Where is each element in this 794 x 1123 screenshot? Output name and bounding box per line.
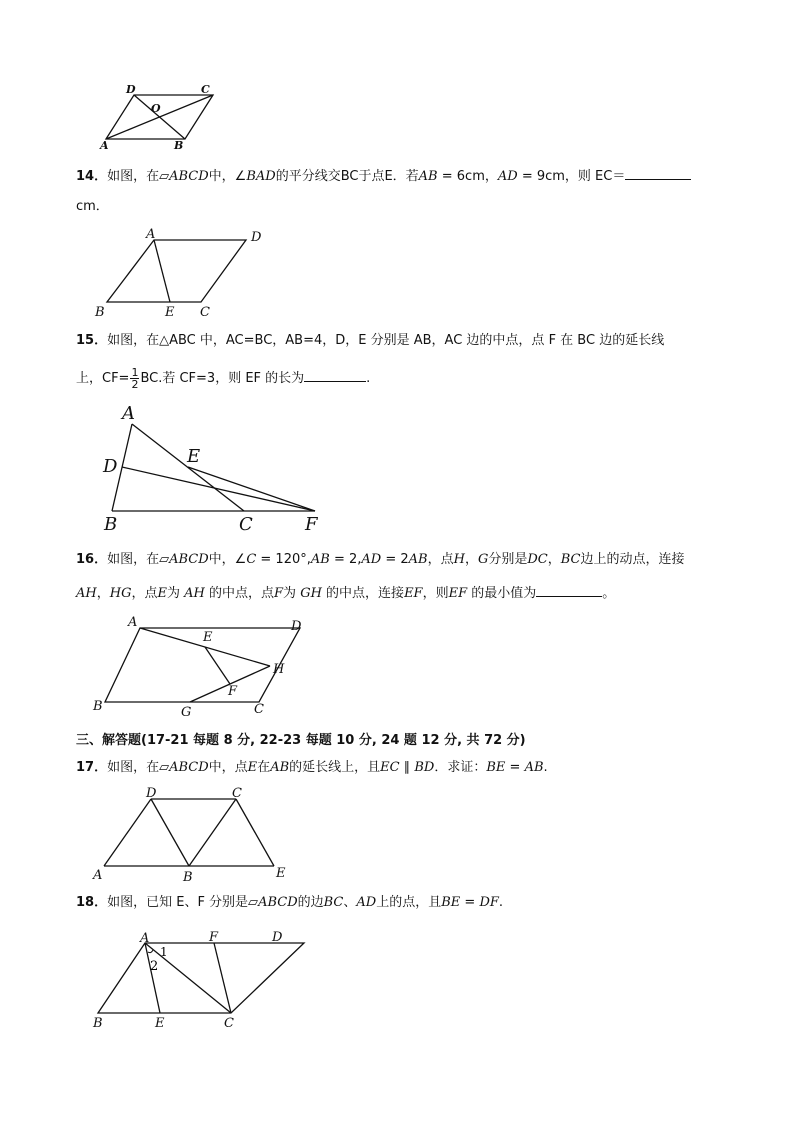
fraction-denominator: 2 bbox=[131, 378, 139, 391]
label-b: B bbox=[183, 870, 193, 885]
q16-text: 分别是 bbox=[488, 552, 528, 567]
label-b: B bbox=[93, 699, 103, 714]
q14-number: 14． bbox=[76, 169, 108, 184]
q16-text: 边上的动点，连接 bbox=[580, 552, 685, 567]
q14-line2: cm． bbox=[76, 199, 109, 214]
q16-var: DC bbox=[527, 552, 548, 567]
q16-number: 16． bbox=[76, 552, 108, 567]
q17-number: 17． bbox=[76, 760, 108, 775]
label-c: C bbox=[239, 514, 253, 535]
section-heading: 三、解答题(17-21 每题 8 分, 22-23 每题 10 分, 24 题 12 分, 共 72 分) bbox=[76, 733, 526, 748]
q18-var: DF bbox=[479, 895, 499, 910]
q17-var: EC bbox=[380, 760, 400, 775]
q16-text: 的中点，点 bbox=[204, 586, 275, 601]
q14-var: AD bbox=[497, 169, 518, 184]
q14-text: = 9cm，则 EC＝ bbox=[517, 169, 626, 184]
angle-label-1: 1 bbox=[160, 945, 168, 959]
q16-var: EF bbox=[448, 586, 468, 601]
q16-text: ， bbox=[464, 552, 478, 567]
label-a: A bbox=[93, 868, 103, 883]
q16-text: ，则 bbox=[422, 586, 449, 601]
label-f: F bbox=[209, 930, 219, 945]
angle-arc bbox=[148, 950, 153, 953]
q17-var: E bbox=[247, 760, 258, 775]
label-a: A bbox=[128, 615, 138, 630]
q14-text: 的平分线交BC于点E．若 bbox=[275, 169, 419, 184]
q17-var: BE bbox=[486, 760, 506, 775]
label-f: F bbox=[305, 514, 318, 535]
q14-var: BAD bbox=[246, 169, 276, 184]
label-d: D bbox=[272, 930, 283, 945]
label-a: A bbox=[122, 403, 135, 424]
label-o: O bbox=[151, 102, 161, 115]
q18-var: BC bbox=[323, 895, 344, 910]
q16-text: 的最小值为 bbox=[467, 586, 537, 601]
label-e: E bbox=[276, 866, 286, 881]
q16-text: = 120°, bbox=[256, 552, 311, 567]
q17-var: ABCD bbox=[169, 760, 209, 775]
q16-text: ，点 bbox=[427, 552, 454, 567]
q18-text: 上的点，且 bbox=[376, 895, 442, 910]
q16-var: F bbox=[274, 586, 284, 601]
q17-text: . bbox=[543, 760, 548, 775]
q18-text: . bbox=[498, 895, 504, 910]
q16-text: 的中点，连接 bbox=[321, 586, 405, 601]
q16-var: AD bbox=[361, 552, 382, 567]
q16-var: AH bbox=[184, 586, 205, 601]
label-b: B bbox=[104, 514, 118, 535]
q16-var: EF bbox=[404, 586, 423, 601]
q14-text: 中，∠ bbox=[208, 169, 247, 184]
label-c: C bbox=[254, 702, 264, 717]
label-b: B bbox=[93, 1016, 103, 1031]
label-e: E bbox=[203, 630, 213, 645]
q17-text: 的延长线上，且 bbox=[289, 760, 381, 775]
label-b: B bbox=[95, 305, 105, 320]
q16-var: C bbox=[246, 552, 257, 567]
q18-number: 18． bbox=[76, 895, 108, 910]
q16-var: ABCD bbox=[169, 552, 209, 567]
label-d: D bbox=[146, 786, 157, 801]
q15-text: 上，CF= bbox=[76, 371, 130, 386]
q17-text: ∥ bbox=[399, 760, 415, 775]
q14-text: = 6cm， bbox=[437, 169, 498, 184]
q16-text: 中，∠ bbox=[208, 552, 247, 567]
q18-var: BE bbox=[441, 895, 461, 910]
fraction-numerator: 1 bbox=[131, 366, 139, 379]
q18-text: 如图，已知 E、F 分别是▱ bbox=[107, 895, 259, 910]
q17-text: ．求证： bbox=[434, 760, 487, 775]
q17-var: AB bbox=[524, 760, 544, 775]
q16-var: H bbox=[453, 552, 465, 567]
label-a: A bbox=[100, 139, 109, 152]
label-a: A bbox=[140, 931, 150, 946]
q16-text: 为 bbox=[167, 586, 185, 601]
label-e: E bbox=[155, 1016, 165, 1031]
q14-text: 如图，在▱ bbox=[107, 169, 170, 184]
q16-var: AB bbox=[408, 552, 428, 567]
q16-text: = 2 bbox=[381, 552, 409, 567]
label-c: C bbox=[200, 305, 210, 320]
label-e: E bbox=[187, 446, 201, 467]
label-h: H bbox=[273, 662, 285, 677]
label-d: D bbox=[291, 619, 302, 634]
q14-var: AB bbox=[418, 169, 438, 184]
label-d: D bbox=[251, 230, 262, 245]
q15-text: 如图，在△ABC 中，AC=BC，AB=4，D，E 分别是 AB，AC 边的中点，点 F 在 BC 边的延长线 bbox=[107, 333, 665, 348]
q17-var: BD bbox=[414, 760, 435, 775]
q14-var: ABCD bbox=[169, 169, 209, 184]
q16-text: 。 bbox=[602, 586, 616, 601]
q16-var: BC bbox=[560, 552, 581, 567]
label-a: A bbox=[146, 227, 156, 242]
q16-var: AB bbox=[310, 552, 330, 567]
q16-var: G bbox=[477, 552, 489, 567]
label-c: C bbox=[232, 786, 242, 801]
q16-text: = 2, bbox=[329, 552, 362, 567]
q15-text: BC.若 CF=3，则 EF 的长为 bbox=[140, 371, 305, 386]
q15-text: . bbox=[366, 371, 371, 386]
q16-text: 为 bbox=[283, 586, 301, 601]
q16-text: ， bbox=[96, 586, 110, 601]
label-e: E bbox=[165, 305, 175, 320]
parallelogram-abcd bbox=[98, 943, 304, 1013]
q16-var: HG bbox=[109, 586, 132, 601]
q15-number: 15． bbox=[76, 333, 108, 348]
q18-text: 、 bbox=[343, 895, 357, 910]
label-d: D bbox=[103, 456, 118, 477]
q17-text: 在 bbox=[257, 760, 271, 775]
q17-text: = bbox=[505, 760, 525, 775]
label-g: G bbox=[181, 705, 192, 720]
label-f: F bbox=[228, 684, 238, 699]
q16-var: GH bbox=[300, 586, 322, 601]
q17-text: 中，点 bbox=[208, 760, 248, 775]
q16-text: 如图，在▱ bbox=[107, 552, 170, 567]
segment-fc bbox=[214, 943, 231, 1013]
q17-var: AB bbox=[270, 760, 290, 775]
q16-var: AH bbox=[76, 586, 97, 601]
label-c: C bbox=[224, 1016, 234, 1031]
label-b: B bbox=[174, 139, 184, 152]
q18-text: 的边 bbox=[297, 895, 324, 910]
q16-text: ， bbox=[547, 552, 561, 567]
label-c: C bbox=[201, 83, 210, 96]
q18-var: AD bbox=[356, 895, 377, 910]
q16-var: E bbox=[157, 586, 167, 601]
q18-text: = bbox=[460, 895, 480, 910]
q16-text: ，点 bbox=[131, 586, 158, 601]
label-d: D bbox=[126, 83, 136, 96]
q17-text: 如图，在▱ bbox=[107, 760, 170, 775]
q18-var: ABCD bbox=[258, 895, 298, 910]
angle-label-2: 2 bbox=[150, 959, 159, 974]
